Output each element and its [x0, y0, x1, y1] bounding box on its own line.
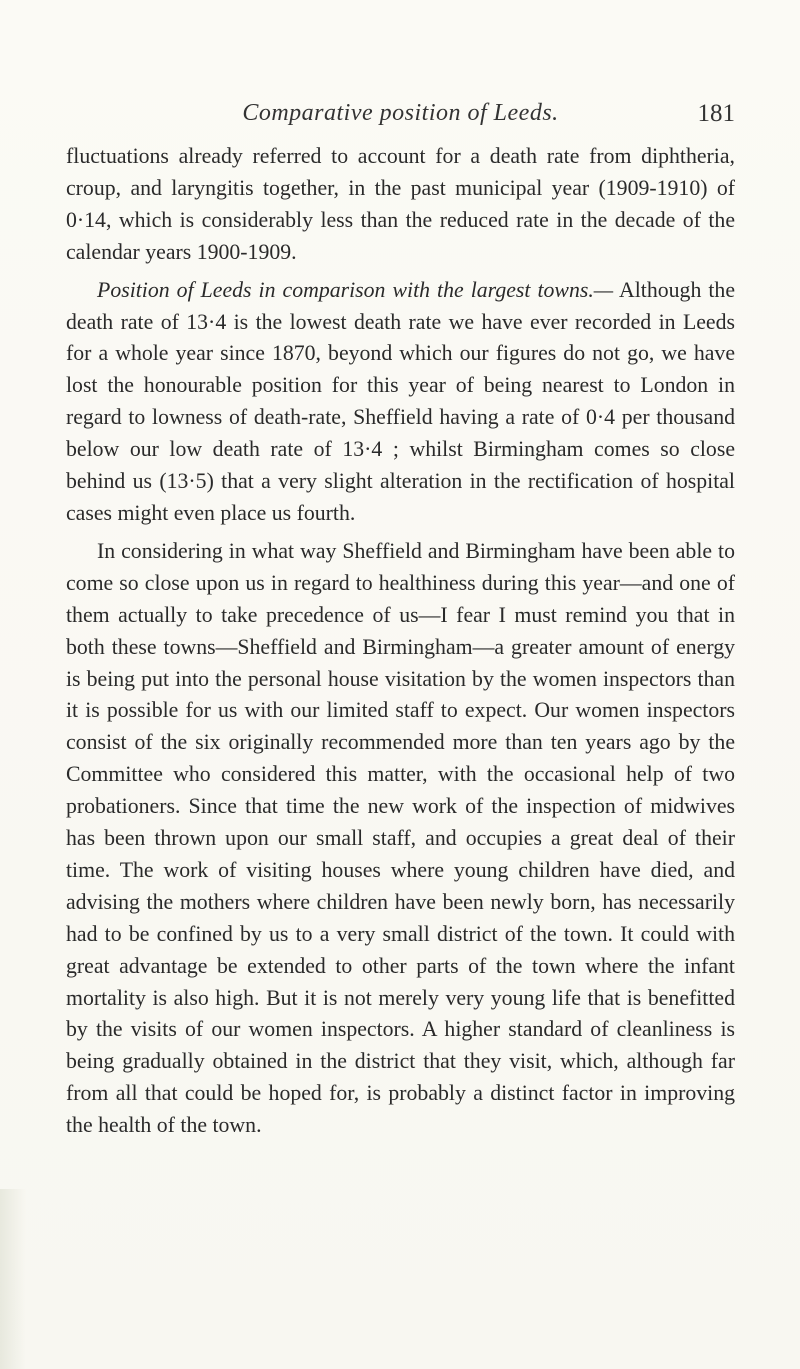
running-title: Comparative position of Leeds.: [242, 100, 559, 126]
paragraph-2-body: Although the death rate of 13·4 is the lowest death rate we have ever recorded in Leeds for a whole year since 1870, beyond which our figures do not go, we have lost the honourable position for this year of being nearest to London in regard to lowness of death-rate, Sheffield having a rate of 0·4 per thousand below our low death rate of 13·4 ; whilst Birmingham comes so close behind us (13·5) that a very slight alteration in the rectification of hospital cases might even place us fourth.: [66, 277, 735, 525]
paragraph-3: In considering in what way Sheffield and Birmingham have been able to come so close upon us in regard to healthiness during this year—and one of them actually to take precedence of us—I fear I must remind you that in both these towns—Sheffield and Birmingham—a greater amount of energy is being put into the personal house visitation by the women inspectors than it is possible for us with our limited staff to expect. Our women inspectors consist of the six originally recommended more than ten years ago by the Committee who considered this matter, with the occasional help of two probationers. Since that time the new work of the inspection of midwives has been thrown upon our small staff, and occupies a great deal of their time. The work of visiting houses where young children have died, and advising the mothers where children have been newly born, has necessarily had to be confined by us to a very small district of the town. It could with great advantage be extended to other parts of the town where the infant mortality is also high. But it is not merely very young life that is benefitted by the visits of our women inspectors. A higher standard of cleanliness is being gradually obtained in the district that they visit, which, although far from all that could be hoped for, is probably a distinct factor in improving the health of the town.: [66, 538, 735, 1138]
body-text: [66, 141, 735, 1142]
page-number: 181: [697, 100, 735, 127]
paragraph-2: [66, 275, 735, 530]
section-subheading: Position of Leeds in comparison with the largest towns.—: [97, 277, 614, 302]
paragraph-1: fluctuations already referred to account for a death rate from diphtheria, croup, and laryngitis together, in the past municipal year (1909-1910) of 0·14, which is considerably less than the reduced rate in the decade of the calendar years 1900-1909.: [66, 144, 735, 264]
running-head: [66, 100, 735, 140]
page-edge-shadow: [0, 1189, 26, 1369]
